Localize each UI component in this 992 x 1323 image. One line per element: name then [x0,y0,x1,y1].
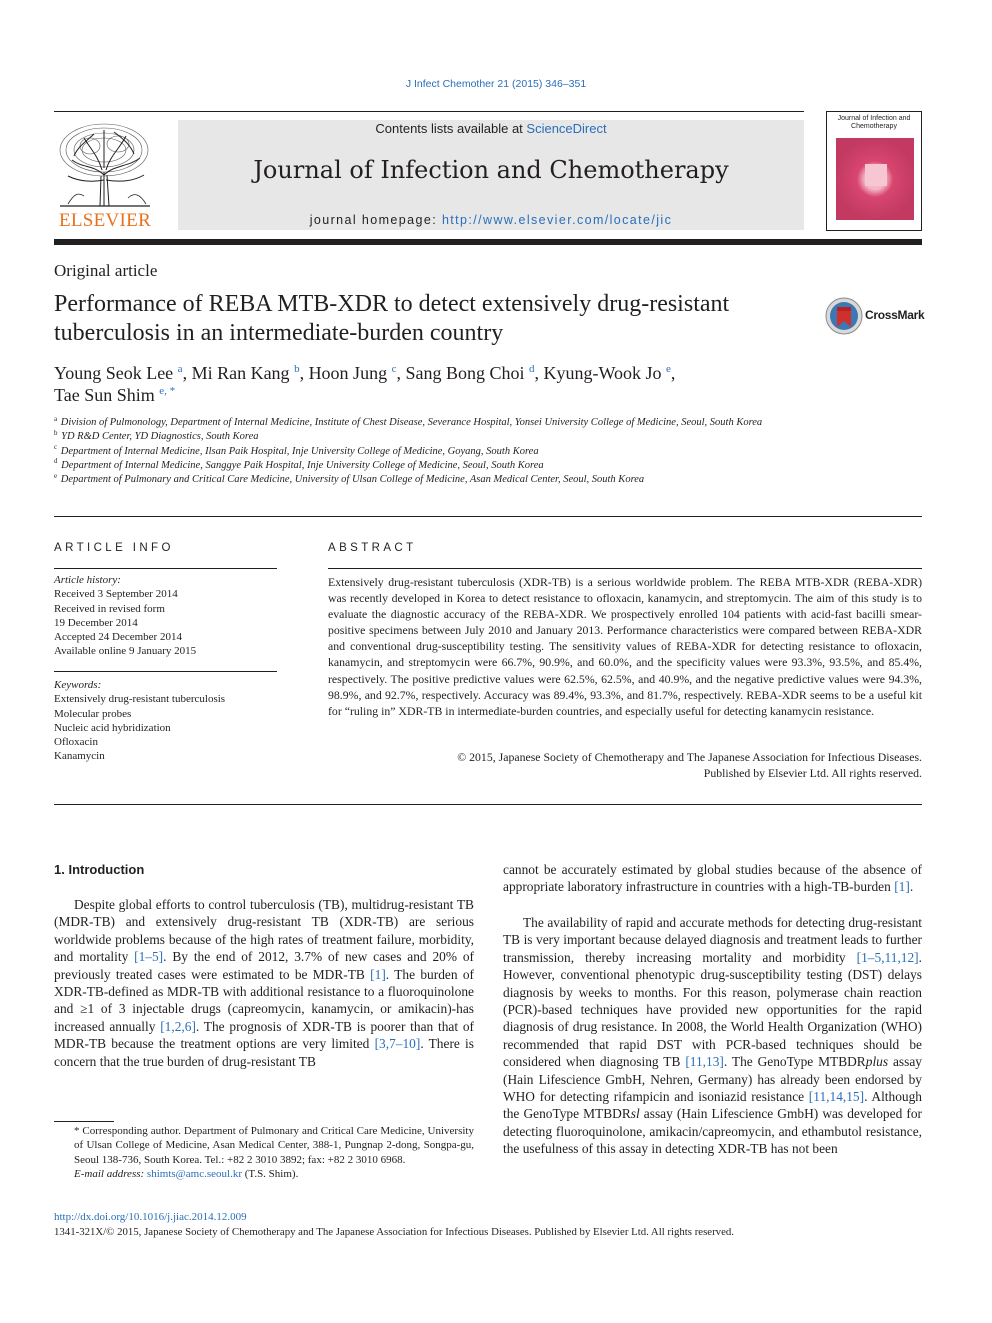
paragraph-text: . [909,879,914,895]
author-name: Hoon Jung [308,363,388,383]
copyright-line-1: © 2015, Japanese Society of Chemotherapy and The Japanese Association for Infectious Diseases. [457,750,922,764]
homepage-link[interactable]: http://www.elsevier.com/locate/jic [441,213,673,227]
author-name: Young Seok Lee [54,363,174,383]
contents-prefix: Contents lists available at [375,121,527,136]
reference-link[interactable]: [11,14,15] [808,1089,865,1105]
author-affiliation-marker[interactable]: e [666,363,671,375]
crossmark-badge[interactable] [825,297,925,333]
email-suffix: (T.S. Shim). [242,1167,299,1180]
header-rule-thick [54,239,922,245]
affiliation-key: a [54,414,58,423]
author-affiliation-marker[interactable]: e, * [159,385,176,397]
author-name: Sang Bong Choi [405,363,525,383]
abstract-copyright [328,749,922,781]
history-item: Received 3 September 2014 [54,588,178,601]
author-affiliation-marker[interactable]: d [528,363,535,375]
email-link[interactable]: shimts@amc.seoul.kr [146,1167,242,1180]
keyword-item: Extensively drug-resistant tuberculosis [54,693,226,706]
author-separator: , [396,363,406,383]
affiliation-key: b [54,428,58,437]
sciencedirect-link[interactable]: ScienceDirect [526,121,607,136]
affiliation-text: Department of Internal Medicine, Sanggye Paik Hospital, Inje University College of Medicine, Seoul, South Korea [58,459,544,471]
journal-cover-thumbnail[interactable] [826,111,922,231]
abstract-rule-bottom [54,804,922,805]
contents-line [178,121,804,136]
italic-text: sl [630,1106,640,1122]
reference-link[interactable]: [1,2,6] [160,1018,196,1034]
crossmark-icon [825,297,863,335]
keywords-label: Keywords: [54,679,102,691]
reference-link[interactable]: [1–5,11,12] [856,949,919,965]
affiliation-text: YD R&D Center, YD Diagnostics, South Korea [58,431,259,443]
reference-link[interactable]: [1] [370,966,386,982]
abstract-rule-top [328,568,922,569]
elsevier-tree-icon [54,120,156,208]
author-affiliation-marker[interactable]: a [177,363,183,375]
affiliation-item [54,430,774,444]
homepage-line [178,213,804,227]
introduction-heading: 1. Introduction [54,862,145,877]
homepage-prefix: journal homepage: [309,213,442,227]
history-item: Available online 9 January 2015 [54,645,197,658]
history-item: Accepted 24 December 2014 [54,631,182,644]
intro-paragraph-right-continued [503,861,922,896]
keywords-block [54,678,277,764]
email-line [54,1167,474,1181]
article-info-rule-mid [54,671,277,672]
affiliation-key: e [54,471,58,480]
keyword-item: Nucleic acid hybridization [54,721,171,734]
paragraph-text: . The GenoType MTBDR [723,1054,866,1070]
paragraph-text: cannot be accurately estimated by global studies because of the absence of appropriate laboratory infrastructure in countries with a high-TB-burden [503,862,922,895]
paragraph-text: . The prognosis of XDR-TB is poorer than that of MDR-TB because the treatment options are very limited [54,1018,474,1052]
affiliation-item [54,459,774,473]
author-affiliation-marker[interactable]: c [391,363,397,375]
paragraph-text: . However, conventional phenotypic drug-susceptibility testing (DST) delays diagnosis by weeks to months. For this reason, polymerase chain reaction (PCR)-based techniques have provided new opportunities for the rapid diagnosis of drug resistance. In 2008, the World Health Organization (WHO) recommended that rapid DST with PCR-based techniques should be considered when diagnosing TB [503,949,922,1070]
article-info-rule-top [54,568,277,569]
author-separator: , [534,363,544,383]
paragraph-text: assay (Hain Lifescience GmbH, Nehren, Germany) has already been endorsed by WHO for detecting rifampicin and isoniazid resistance [503,1054,922,1105]
header-rule-thin [54,111,804,112]
author-name: Mi Ran Kang [191,363,290,383]
affiliation-text: Division of Pulmonology, Department of Internal Medicine, Institute of Chest Disease, Severance Hospital, Yonsei University College of Medicine, Seoul, South Korea [58,417,763,428]
copyright-line-2: Published by Elsevier Ltd. All rights reserved. [703,766,922,781]
doi-link[interactable]: http://dx.doi.org/10.1016/j.jiac.2014.12.009 [54,1211,247,1223]
history-label: Article history: [54,574,121,586]
keyword-item: Ofloxacin [54,736,98,749]
paragraph-text: assay (Hain Lifescience GmbH) was developed for detecting fluoroquinolone, amikacin/capreomycin, and ethambutol resistance, the usefulness of this assay in detecting XDR-TB has not been [503,1106,922,1157]
cover-artwork-center [865,164,887,186]
corresponding-author-footnote [54,1124,474,1181]
intro-paragraph-left [54,896,474,1070]
paragraph-text: . There is concern that the true burden of drug-resistant TB [54,1036,474,1069]
issn-copyright-line: 1341-321X/© 2015, Japanese Society of Chemotherapy and The Japanese Association for Infectious Diseases. Published by Elsevier Ltd. All rights reserved. [54,1226,734,1238]
footnote-rule [54,1121,114,1122]
affiliation-item [54,416,774,430]
title-separator-rule [54,516,922,517]
paragraph-text: Despite global efforts to control tuberculosis (TB), multidrug-resistant TB (MDR-TB) and extensively drug-resistant TB (XDR-TB) are serious worldwide problems because of the high rates of treatment failure, morbidity, and mortality [54,897,474,965]
affiliation-text: Department of Internal Medicine, Ilsan Paik Hospital, Inje University College of Medicine, Goyang, South Korea [58,445,539,457]
history-items [54,587,277,658]
intro-paragraph-right [503,914,922,1158]
keyword-item: Molecular probes [54,707,132,720]
italic-text: plus [865,1054,889,1070]
author-list [54,362,774,406]
affiliation-text: Department of Pulmonary and Critical Care Medicine, University of Ulsan College of Medicine, Asan Medical Center, Seoul, South Korea [58,474,645,486]
paragraph-text: The availability of rapid and accurate methods for detecting drug-resistant TB is very important because delayed diagnosis and treatment leads to further transmission, thereby increasing mortality and morbidity [503,915,922,965]
author-name: Kyung-Wook Jo [543,363,662,383]
keyword-items [54,692,277,763]
abstract-text: Extensively drug-resistant tuberculosis (XDR-TB) is a serious worldwide problem. The REBA MTB-XDR (REBA-XDR) was recently developed in Korea to detect resistance to ofloxacin, kanamycin, and streptomycin. The aim of this study is to evaluate the diagnostic accuracy of the REBA-XDR. We prospectively enrolled 104 patients with acid-fast bacilli smear-positive specimens between July 2010 and January 2013. Performance characteristics were compared between REBA-XDR and conventional drug-susceptibility testing. The sensitivity values of REBA-XDR for detecting resistance to ofloxacin, kanamycin, and streptomycin were 66.7%, 90.9%, and 60.0%, and the specificity values were 93.3%, 93.5%, and 85.4%, respectively. The positive predictive values were 62.5%, 62.5%, and 40.9%, and the negative predictive values were 94.3%, 98.9%, and 92.7%, respectively. Accuracy was 89.4%, 93.3%, and 81.7%, respectively. REBA-XDR seems to be a useful kit for “ruling in” XDR-TB in intermediate-burden countries, and especially useful for detecting kanamycin resistance. [328,575,922,718]
paragraph-text: . Although the GenoType MTBDR [503,1089,922,1122]
reference-link[interactable]: [1] [894,879,910,895]
keyword-item: Kanamycin [54,750,105,763]
article-info-heading: ARTICLE INFO [54,542,174,554]
affiliation-item [54,473,774,487]
affiliation-key: d [54,457,58,466]
email-label: E-mail address: [74,1167,147,1180]
paragraph-text: . The burden of XDR-TB-defined as MDR-TB with additional resistance to a fluoroquinolone and ≥1 of 3 injectable drugs (capreomycin, kanamycin, or amikacin)-has increased annually [54,966,474,1034]
affiliation-list [54,416,774,487]
abstract-heading: ABSTRACT [328,542,417,554]
paper-title: Performance of REBA MTB-XDR to detect extensively drug-resistant tuberculosis in an intermediate-burden country [54,291,730,346]
author-separator: , [299,363,309,383]
article-type: Original article [54,261,158,280]
crossmark-label: CrossMark [865,308,925,322]
affiliation-key: c [54,443,58,452]
reference-link[interactable]: [11,13] [685,1054,724,1070]
reference-link[interactable]: [1–5] [134,949,164,965]
paragraph-text: . By the end of 2012, 3.7% of new cases and 20% of previously treated cases were estimated to be MDR-TB [54,949,475,982]
corresponding-author-text: * Corresponding author. Department of Pulmonary and Critical Care Medicine, University of Ulsan College of Medicine, Asan Medical Center, 388-1, Pungnap 2-dong, Songpa-gu, Seoul 138-736, South Korea. Tel.: +82 2 3010 3892; fax: +82 2 3010 6968. [74,1125,474,1166]
journal-citation[interactable]: J Infect Chemother 21 (2015) 346–351 [405,78,587,90]
cover-title: Journal of Infection and Chemotherapy [837,115,911,130]
elsevier-logo [54,120,156,232]
affiliation-item [54,445,774,459]
reference-link[interactable]: [3,7–10] [374,1036,421,1052]
journal-name: Journal of Infection and Chemotherapy [253,156,729,184]
author-name: Tae Sun Shim [54,385,155,405]
author-separator: , [182,363,192,383]
history-item: 19 December 2014 [54,616,138,629]
history-item: Received in revised form [54,602,165,615]
elsevier-wordmark: ELSEVIER [58,210,152,231]
article-history [54,573,277,659]
author-separator: , [670,363,676,383]
author-affiliation-marker[interactable]: b [294,363,300,375]
